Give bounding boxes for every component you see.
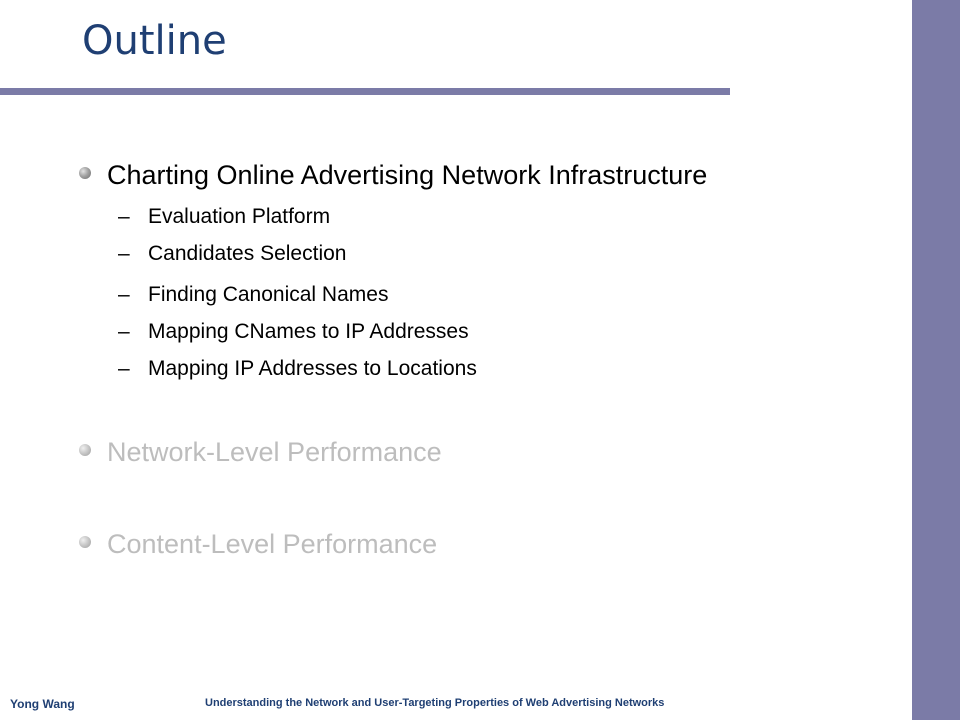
bullet-label: Network-Level Performance [107, 437, 442, 467]
bullet-item [79, 527, 899, 567]
subitem [118, 318, 469, 348]
dash-marker: – [118, 205, 130, 228]
slide-title: Outline [82, 18, 227, 64]
subitem-label: Finding Canonical Names [148, 283, 389, 306]
bullet-sphere-icon [79, 167, 91, 179]
subitem [118, 355, 477, 385]
bullet-sphere-icon [79, 536, 91, 548]
footer-paper-title: Understanding the Network and User-Targeting Properties of Web Advertising Networks [205, 697, 665, 709]
dash-marker: – [118, 283, 130, 306]
bullet-label: Content-Level Performance [107, 529, 438, 559]
bullet-sphere-icon [79, 444, 91, 456]
subitem [118, 281, 388, 311]
dash-marker: – [118, 320, 130, 343]
footer-author: Yong Wang [10, 697, 75, 711]
subitem-label: Candidates Selection [148, 242, 347, 265]
right-accent-bar [912, 0, 960, 720]
title-underline-bar [0, 88, 730, 95]
subitem-label: Mapping CNames to IP Addresses [148, 320, 469, 343]
subitem-label: Evaluation Platform [148, 205, 331, 228]
dash-marker: – [118, 242, 130, 265]
subitem [118, 240, 346, 270]
dash-marker: – [118, 357, 130, 380]
bullet-item [79, 435, 899, 475]
bullet-item [79, 158, 899, 198]
bullet-label: Charting Online Advertising Network Infrastructure [107, 160, 708, 190]
subitem [118, 203, 330, 233]
subitem-label: Mapping IP Addresses to Locations [148, 357, 477, 380]
